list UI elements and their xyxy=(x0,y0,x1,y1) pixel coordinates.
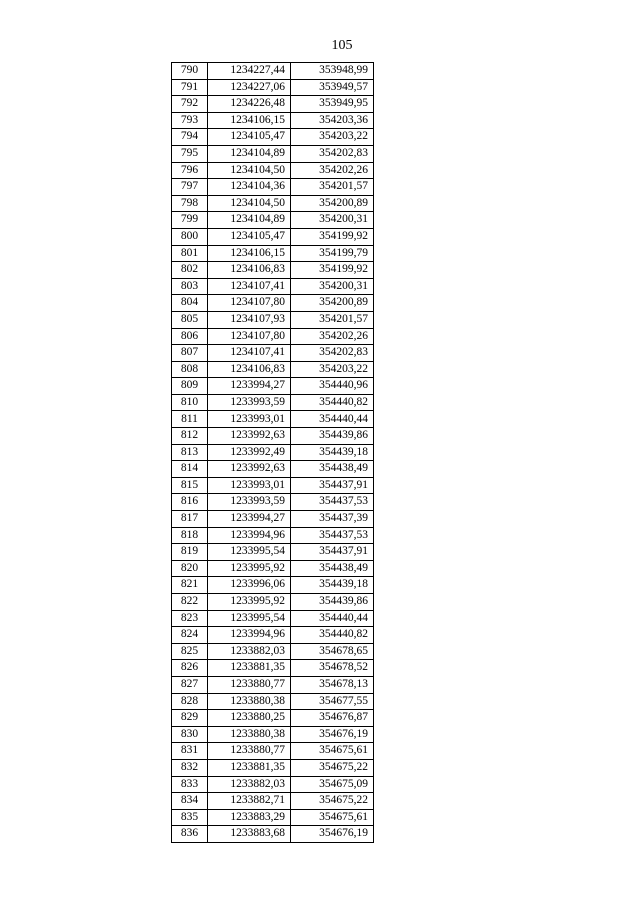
point-number-cell: 801 xyxy=(172,245,208,262)
y-coordinate-cell: 354440,96 xyxy=(291,378,374,395)
point-number-cell: 820 xyxy=(172,560,208,577)
x-coordinate-cell: 1234104,89 xyxy=(208,145,291,162)
x-coordinate-cell: 1233882,03 xyxy=(208,776,291,793)
x-coordinate-cell: 1234104,50 xyxy=(208,162,291,179)
point-number-cell: 835 xyxy=(172,809,208,826)
point-number-cell: 831 xyxy=(172,743,208,760)
x-coordinate-cell: 1233993,01 xyxy=(208,411,291,428)
x-coordinate-cell: 1234106,83 xyxy=(208,361,291,378)
point-number-cell: 798 xyxy=(172,195,208,212)
table-row xyxy=(172,477,374,494)
point-number-cell: 824 xyxy=(172,627,208,644)
point-number-cell: 825 xyxy=(172,643,208,660)
point-number-cell: 804 xyxy=(172,295,208,312)
table-row xyxy=(172,560,374,577)
y-coordinate-cell: 354203,22 xyxy=(291,361,374,378)
table-row xyxy=(172,112,374,129)
table-row xyxy=(172,345,374,362)
x-coordinate-cell: 1234104,50 xyxy=(208,195,291,212)
x-coordinate-cell: 1233880,77 xyxy=(208,743,291,760)
point-number-cell: 802 xyxy=(172,262,208,279)
y-coordinate-cell: 354440,82 xyxy=(291,394,374,411)
table-row xyxy=(172,278,374,295)
y-coordinate-cell: 354437,39 xyxy=(291,511,374,528)
y-coordinate-cell: 354440,82 xyxy=(291,627,374,644)
x-coordinate-cell: 1233880,77 xyxy=(208,676,291,693)
y-coordinate-cell: 354676,19 xyxy=(291,726,374,743)
x-coordinate-cell: 1233995,92 xyxy=(208,594,291,611)
x-coordinate-cell: 1234227,44 xyxy=(208,63,291,80)
x-coordinate-cell: 1233880,38 xyxy=(208,726,291,743)
point-number-cell: 799 xyxy=(172,212,208,229)
x-coordinate-cell: 1233881,35 xyxy=(208,660,291,677)
point-number-cell: 807 xyxy=(172,345,208,362)
point-number-cell: 815 xyxy=(172,477,208,494)
y-coordinate-cell: 354199,79 xyxy=(291,245,374,262)
x-coordinate-cell: 1233992,63 xyxy=(208,461,291,478)
x-coordinate-cell: 1234107,80 xyxy=(208,328,291,345)
y-coordinate-cell: 354437,53 xyxy=(291,494,374,511)
x-coordinate-cell: 1233996,06 xyxy=(208,577,291,594)
table-row xyxy=(172,444,374,461)
point-number-cell: 821 xyxy=(172,577,208,594)
y-coordinate-cell: 354201,57 xyxy=(291,179,374,196)
x-coordinate-cell: 1233995,54 xyxy=(208,544,291,561)
y-coordinate-cell: 354203,36 xyxy=(291,112,374,129)
point-number-cell: 790 xyxy=(172,63,208,80)
table-row xyxy=(172,544,374,561)
point-number-cell: 819 xyxy=(172,544,208,561)
y-coordinate-cell: 354676,19 xyxy=(291,826,374,843)
y-coordinate-cell: 354199,92 xyxy=(291,262,374,279)
table-row xyxy=(172,527,374,544)
y-coordinate-cell: 354200,89 xyxy=(291,195,374,212)
table-row xyxy=(172,311,374,328)
table-row xyxy=(172,328,374,345)
y-coordinate-cell: 354678,13 xyxy=(291,676,374,693)
table-row xyxy=(172,295,374,312)
x-coordinate-cell: 1233995,54 xyxy=(208,610,291,627)
table-row xyxy=(172,428,374,445)
table-row xyxy=(172,726,374,743)
y-coordinate-cell: 354676,87 xyxy=(291,710,374,727)
y-coordinate-cell: 354439,18 xyxy=(291,577,374,594)
y-coordinate-cell: 354438,49 xyxy=(291,560,374,577)
table-row xyxy=(172,776,374,793)
point-number-cell: 803 xyxy=(172,278,208,295)
y-coordinate-cell: 354675,22 xyxy=(291,793,374,810)
table-row xyxy=(172,627,374,644)
x-coordinate-cell: 1234107,41 xyxy=(208,345,291,362)
point-number-cell: 816 xyxy=(172,494,208,511)
coordinates-table xyxy=(171,62,374,843)
table-row xyxy=(172,660,374,677)
y-coordinate-cell: 354440,44 xyxy=(291,610,374,627)
x-coordinate-cell: 1234106,15 xyxy=(208,112,291,129)
x-coordinate-cell: 1233992,49 xyxy=(208,444,291,461)
y-coordinate-cell: 354439,86 xyxy=(291,428,374,445)
y-coordinate-cell: 354675,61 xyxy=(291,809,374,826)
table-row xyxy=(172,643,374,660)
x-coordinate-cell: 1233994,27 xyxy=(208,511,291,528)
point-number-cell: 809 xyxy=(172,378,208,395)
y-coordinate-cell: 354437,53 xyxy=(291,527,374,544)
table-row xyxy=(172,594,374,611)
point-number-cell: 794 xyxy=(172,129,208,146)
table-row xyxy=(172,245,374,262)
y-coordinate-cell: 354202,26 xyxy=(291,328,374,345)
x-coordinate-cell: 1233993,59 xyxy=(208,494,291,511)
table-row xyxy=(172,162,374,179)
x-coordinate-cell: 1234227,06 xyxy=(208,79,291,96)
point-number-cell: 813 xyxy=(172,444,208,461)
x-coordinate-cell: 1234106,83 xyxy=(208,262,291,279)
y-coordinate-cell: 354201,57 xyxy=(291,311,374,328)
x-coordinate-cell: 1233994,96 xyxy=(208,627,291,644)
x-coordinate-cell: 1234106,15 xyxy=(208,245,291,262)
y-coordinate-cell: 354677,55 xyxy=(291,693,374,710)
x-coordinate-cell: 1233994,27 xyxy=(208,378,291,395)
x-coordinate-cell: 1233880,25 xyxy=(208,710,291,727)
x-coordinate-cell: 1233881,35 xyxy=(208,759,291,776)
y-coordinate-cell: 354439,86 xyxy=(291,594,374,611)
x-coordinate-cell: 1234104,36 xyxy=(208,179,291,196)
point-number-cell: 818 xyxy=(172,527,208,544)
x-coordinate-cell: 1234104,89 xyxy=(208,212,291,229)
table-row xyxy=(172,195,374,212)
y-coordinate-cell: 354202,83 xyxy=(291,145,374,162)
point-number-cell: 797 xyxy=(172,179,208,196)
table-row xyxy=(172,710,374,727)
y-coordinate-cell: 354203,22 xyxy=(291,129,374,146)
table-row xyxy=(172,759,374,776)
point-number-cell: 795 xyxy=(172,145,208,162)
point-number-cell: 826 xyxy=(172,660,208,677)
y-coordinate-cell: 354199,92 xyxy=(291,228,374,245)
x-coordinate-cell: 1234105,47 xyxy=(208,228,291,245)
y-coordinate-cell: 354437,91 xyxy=(291,544,374,561)
table-row xyxy=(172,793,374,810)
x-coordinate-cell: 1233882,03 xyxy=(208,643,291,660)
x-coordinate-cell: 1233882,71 xyxy=(208,793,291,810)
table-row xyxy=(172,461,374,478)
y-coordinate-cell: 354440,44 xyxy=(291,411,374,428)
point-number-cell: 800 xyxy=(172,228,208,245)
table-row xyxy=(172,79,374,96)
table-row xyxy=(172,577,374,594)
point-number-cell: 812 xyxy=(172,428,208,445)
x-coordinate-cell: 1233994,96 xyxy=(208,527,291,544)
y-coordinate-cell: 354675,22 xyxy=(291,759,374,776)
x-coordinate-cell: 1233883,29 xyxy=(208,809,291,826)
x-coordinate-cell: 1233993,59 xyxy=(208,394,291,411)
point-number-cell: 791 xyxy=(172,79,208,96)
y-coordinate-cell: 354202,83 xyxy=(291,345,374,362)
x-coordinate-cell: 1234107,41 xyxy=(208,278,291,295)
table-row xyxy=(172,511,374,528)
table-row xyxy=(172,411,374,428)
y-coordinate-cell: 354439,18 xyxy=(291,444,374,461)
table-row xyxy=(172,145,374,162)
table-row xyxy=(172,826,374,843)
x-coordinate-cell: 1233993,01 xyxy=(208,477,291,494)
point-number-cell: 814 xyxy=(172,461,208,478)
table-row xyxy=(172,262,374,279)
y-coordinate-cell: 353949,95 xyxy=(291,96,374,113)
table-row xyxy=(172,494,374,511)
x-coordinate-cell: 1234107,93 xyxy=(208,311,291,328)
table-row xyxy=(172,96,374,113)
point-number-cell: 792 xyxy=(172,96,208,113)
page-number: 105 xyxy=(331,38,353,53)
y-coordinate-cell: 354437,91 xyxy=(291,477,374,494)
point-number-cell: 805 xyxy=(172,311,208,328)
point-number-cell: 823 xyxy=(172,610,208,627)
point-number-cell: 833 xyxy=(172,776,208,793)
y-coordinate-cell: 354200,31 xyxy=(291,212,374,229)
point-number-cell: 828 xyxy=(172,693,208,710)
y-coordinate-cell: 354200,31 xyxy=(291,278,374,295)
y-coordinate-cell: 354678,52 xyxy=(291,660,374,677)
table-row xyxy=(172,394,374,411)
coordinates-table-body xyxy=(172,63,374,843)
table-row xyxy=(172,693,374,710)
point-number-cell: 810 xyxy=(172,394,208,411)
point-number-cell: 811 xyxy=(172,411,208,428)
y-coordinate-cell: 353949,57 xyxy=(291,79,374,96)
table-row xyxy=(172,378,374,395)
point-number-cell: 822 xyxy=(172,594,208,611)
point-number-cell: 808 xyxy=(172,361,208,378)
y-coordinate-cell: 354675,09 xyxy=(291,776,374,793)
table-row xyxy=(172,129,374,146)
x-coordinate-cell: 1234105,47 xyxy=(208,129,291,146)
table-row xyxy=(172,809,374,826)
x-coordinate-cell: 1233883,68 xyxy=(208,826,291,843)
x-coordinate-cell: 1233992,63 xyxy=(208,428,291,445)
point-number-cell: 806 xyxy=(172,328,208,345)
point-number-cell: 830 xyxy=(172,726,208,743)
table-row xyxy=(172,228,374,245)
x-coordinate-cell: 1234226,48 xyxy=(208,96,291,113)
table-row xyxy=(172,610,374,627)
point-number-cell: 829 xyxy=(172,710,208,727)
table-row xyxy=(172,676,374,693)
x-coordinate-cell: 1233995,92 xyxy=(208,560,291,577)
y-coordinate-cell: 353948,99 xyxy=(291,63,374,80)
table-row xyxy=(172,63,374,80)
table-row xyxy=(172,179,374,196)
point-number-cell: 817 xyxy=(172,511,208,528)
y-coordinate-cell: 354438,49 xyxy=(291,461,374,478)
point-number-cell: 832 xyxy=(172,759,208,776)
y-coordinate-cell: 354678,65 xyxy=(291,643,374,660)
table-row xyxy=(172,361,374,378)
x-coordinate-cell: 1233880,38 xyxy=(208,693,291,710)
point-number-cell: 834 xyxy=(172,793,208,810)
y-coordinate-cell: 354200,89 xyxy=(291,295,374,312)
y-coordinate-cell: 354675,61 xyxy=(291,743,374,760)
point-number-cell: 796 xyxy=(172,162,208,179)
point-number-cell: 827 xyxy=(172,676,208,693)
point-number-cell: 836 xyxy=(172,826,208,843)
point-number-cell: 793 xyxy=(172,112,208,129)
table-row xyxy=(172,212,374,229)
x-coordinate-cell: 1234107,80 xyxy=(208,295,291,312)
table-row xyxy=(172,743,374,760)
y-coordinate-cell: 354202,26 xyxy=(291,162,374,179)
